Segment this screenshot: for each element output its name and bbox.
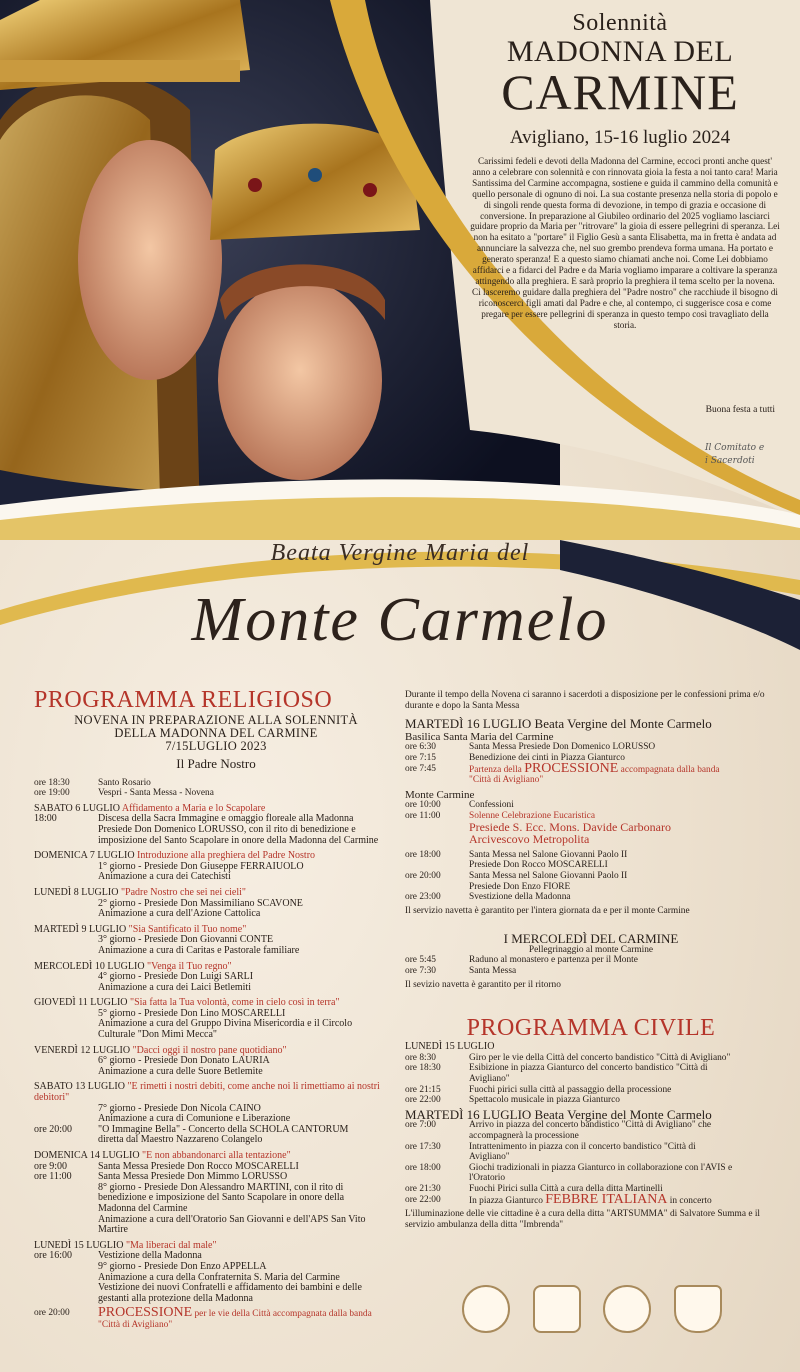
script-title-line1: Beata Vergine Maria del xyxy=(270,540,530,566)
partenza-pre: Partenza della xyxy=(469,764,525,775)
concerto-febbre xyxy=(405,1191,777,1207)
activity-line: Culturale "Don Mimì Mecca" xyxy=(98,1029,217,1041)
activity-line: Animazione a cura della Confraternita S. Maria del Carmine xyxy=(98,1271,340,1283)
activity-line: Presiede Don Domenico LORUSSO, con il rito di benedizione e xyxy=(98,823,356,835)
activity-line: Madonna del Carmine xyxy=(98,1202,188,1214)
lunedi-title: LUNEDÌ 15 LUGLIO xyxy=(405,1041,495,1053)
greeting: Buona festa a tutti xyxy=(705,405,775,415)
activity-line: Intrattenimento in piazza con il concerto bandistico "Città di xyxy=(469,1141,696,1152)
day-theme: "Venga il Tuo regno" xyxy=(147,960,232,972)
footer-note: L'illuminazione delle vie cittadine è a cura della ditta "ARTSUMMA" di Salvatore Summa e il servizio ambulanza della ditta "Imbrenda" xyxy=(405,1209,761,1230)
schedule-row xyxy=(405,1063,777,1084)
day-entries xyxy=(34,1162,398,1236)
activity: Santo Rosario xyxy=(98,777,151,788)
activity: Vespri - Santa Messa - Novena xyxy=(98,788,214,799)
activity-line: Animazione a cura dei Laici Betlemiti xyxy=(98,981,251,993)
activity-line: Avigliano" xyxy=(469,1074,510,1085)
novena-day xyxy=(34,1151,398,1236)
activity-line: Fuochi Pirici sulla Città a cura della ditta Martinelli xyxy=(469,1183,663,1194)
time xyxy=(34,1183,98,1236)
hero-section xyxy=(0,0,800,540)
activity-line: Animazione a cura dell'Oratorio San Giovanni e dell'APS San Vito xyxy=(98,1213,366,1225)
activity xyxy=(98,862,398,883)
schedule-row xyxy=(34,1183,398,1236)
activity xyxy=(98,1183,398,1236)
activity-line: imposizione del Santo Scapolare in onore della Madonna del Carmine xyxy=(98,834,379,846)
activity-line: Santa Messa Presiede Don Rocco MOSCARELLI xyxy=(98,1160,299,1172)
activity-line: Animazione a cura delle Suore Betlemite xyxy=(98,1065,263,1077)
time: ore 22:00 xyxy=(405,1095,441,1106)
activity xyxy=(98,972,398,993)
activity xyxy=(98,1056,398,1077)
schedule-row xyxy=(405,800,777,811)
activity-line: l'Oratorio xyxy=(469,1173,506,1184)
activity-line: Giro per le vie della Città del concerto bandistico "Città di Avigliano" xyxy=(469,1052,731,1063)
schedule-row xyxy=(34,899,398,920)
right-column xyxy=(405,690,777,1230)
activity-line: Svestizione della Madonna xyxy=(469,892,571,903)
activity-line: 5° giorno - Presiede Don Lino MOSCARELLI xyxy=(98,1007,286,1019)
time: ore 7:30 xyxy=(405,966,436,977)
time xyxy=(34,1009,98,1041)
martedi2-title: MARTEDÌ 16 LUGLIO Beata Vergine del Monte Carmelo xyxy=(405,1106,712,1122)
concerto-post: in concerto xyxy=(667,1195,712,1206)
day-entries xyxy=(34,862,398,883)
solenne-line1: Solenne Celebrazione Eucaristica xyxy=(469,810,595,821)
activity-line: 4° giorno - Presiede Don Luigi SARLI xyxy=(98,971,254,983)
time: ore 22:00 xyxy=(405,1194,441,1205)
activity-line: 3° giorno - Presiede Don Giovanni CONTE xyxy=(98,934,274,946)
time xyxy=(34,899,98,920)
solenne-line2: Presiede S. Ecc. Mons. Davide Carbonaro xyxy=(469,819,671,834)
time: ore 20:00 xyxy=(34,1308,70,1319)
activity: Santa Messa xyxy=(469,966,517,977)
day-heading xyxy=(34,1082,398,1103)
novena-day xyxy=(34,998,398,1040)
schedule-row xyxy=(405,850,777,871)
religioso-title: PROGRAMMA RELIGIOSO xyxy=(34,687,333,713)
partenza-band: "Città di Avigliano" xyxy=(469,775,544,786)
programma-religioso xyxy=(34,686,398,1331)
day-entries xyxy=(34,814,398,846)
signature-line: i Sacerdoti xyxy=(705,456,755,466)
day-heading xyxy=(34,1151,398,1162)
activity-line: Presiede Don Rocco MOSCARELLI xyxy=(469,860,608,871)
time: ore 18:30 xyxy=(34,777,70,788)
activity-line: Santa Messa nel Salone Giovanni Paolo II xyxy=(469,870,628,881)
day-heading xyxy=(34,888,398,899)
novena-day xyxy=(34,1241,398,1305)
activity xyxy=(98,1125,398,1146)
schedule-row xyxy=(34,1104,398,1125)
activity-line: Martire xyxy=(98,1224,128,1236)
day-theme: "Padre Nostro che sei nei cieli" xyxy=(120,886,247,898)
schedule-row xyxy=(34,788,398,799)
time: ore 20:00 xyxy=(405,870,441,881)
day-label: DOMENICA 7 LUGLIO xyxy=(34,850,135,862)
signature xyxy=(705,442,785,468)
day-entries xyxy=(34,935,398,956)
day-theme: "E non abbandonarci alla tentazione" xyxy=(142,1150,291,1161)
sponsor-logos xyxy=(462,1280,722,1338)
activity-line: Animazione a cura dei Catechisti xyxy=(98,871,231,883)
activity xyxy=(469,1163,777,1184)
procession-label: PROCESSIONE xyxy=(98,1305,193,1321)
lunedi-schedule xyxy=(405,1053,777,1106)
schedule-row xyxy=(405,871,777,892)
schedule-row xyxy=(405,742,777,753)
activity-line: Discesa della Sacra Immagine e omaggio floreale alla Madonna xyxy=(98,813,354,825)
comune-crest-logo xyxy=(674,1285,722,1333)
activity-line: Avigliano" xyxy=(469,1152,510,1163)
schedule-row xyxy=(405,1120,777,1141)
activity xyxy=(469,1053,777,1064)
schedule-row xyxy=(405,1142,777,1163)
activity-line: Giochi tradizionali in piazza Gianturco in collaborazione con l'AVIS e xyxy=(469,1162,733,1173)
activity-line: Animazione a cura del Gruppo Divina Misericordia e il Circolo xyxy=(98,1018,353,1030)
schedule-row xyxy=(34,1251,398,1304)
navetta-note: Il servizio navetta è garantito per l'intera giornata da e per il monte Carmine xyxy=(405,905,690,916)
time: ore 7:15 xyxy=(405,752,436,763)
opening-schedule xyxy=(34,778,398,799)
time: ore 5:45 xyxy=(405,955,436,966)
activity xyxy=(469,850,777,871)
day-entries xyxy=(34,1056,398,1077)
time: ore 11:00 xyxy=(405,810,441,821)
schedule-row xyxy=(34,1125,398,1146)
day-theme: Affidamento a Maria e lo Scapolare xyxy=(121,802,266,814)
title-madonna-del: MADONNA DEL xyxy=(506,35,734,68)
day-label: MERCOLEDÌ 10 LUGLIO xyxy=(34,960,145,972)
day-theme: "Dacci oggi il nostro pane quotidiano" xyxy=(132,1044,287,1056)
time: ore 10:00 xyxy=(405,800,441,811)
novena-day xyxy=(34,1082,398,1146)
day-label: SABATO 13 LUGLIO xyxy=(34,1081,125,1093)
day-theme: "Sia fatta la Tua volontà, come in cielo così in terra" xyxy=(130,997,340,1009)
time: ore 18:30 xyxy=(405,1063,441,1074)
day-label: VENERDÌ 12 LUGLIO xyxy=(34,1044,131,1056)
time: ore 18:00 xyxy=(405,849,441,860)
activity-line: Santa Messa nel Salone Giovanni Paolo II xyxy=(469,849,628,860)
time xyxy=(34,1056,98,1077)
schedule-row xyxy=(34,1009,398,1041)
schedule-row xyxy=(34,1056,398,1077)
mercoledi-schedule xyxy=(405,955,777,976)
confraternita-logo xyxy=(533,1285,581,1333)
martedi-title: MARTEDÌ 16 LUGLIO Beata Vergine del Monte Carmelo xyxy=(405,716,712,732)
navetta-note-2: Il sevizio navetta è garantito per il ritorno xyxy=(405,979,561,990)
schedule-row xyxy=(405,1163,777,1184)
activity xyxy=(469,1063,777,1084)
novena-day xyxy=(34,962,398,994)
activity xyxy=(469,1142,777,1163)
novena-subtitle: DELLA MADONNA DEL CARMINE xyxy=(114,726,318,740)
activity-line: Animazione a cura di Caritas e Pastorale familiare xyxy=(98,944,300,956)
activity-line: Arrivo in piazza del concerto bandistico "Città di Avigliano" che xyxy=(469,1120,712,1131)
partenza-post: accompagnata dalla banda xyxy=(618,764,720,775)
civile-title: PROGRAMMA CIVILE xyxy=(466,1015,716,1042)
time xyxy=(34,935,98,956)
activity-line: benedizione e imposizione del Santo Scapolare in onore della xyxy=(98,1192,345,1204)
time: ore 21:30 xyxy=(405,1183,441,1194)
concerto-pre: In piazza Gianturco xyxy=(469,1195,546,1206)
time: ore 6:30 xyxy=(405,742,436,753)
novena-day xyxy=(34,888,398,920)
activity-line: Spettacolo musicale in piazza Gianturco xyxy=(469,1095,620,1106)
time: ore 8:30 xyxy=(405,1052,436,1063)
activity-line: gestanti alla protezione della Madonna xyxy=(98,1292,253,1304)
novena-day xyxy=(34,925,398,957)
day-label: DOMENICA 14 LUGLIO xyxy=(34,1150,140,1161)
script-title-line2: Monte Carmelo xyxy=(191,586,609,654)
activity xyxy=(98,1009,398,1041)
activity xyxy=(469,1085,777,1096)
time: ore 20:00 xyxy=(34,1123,73,1135)
mercoledi-title: I MERCOLEDÌ DEL CARMINE xyxy=(503,931,679,947)
time xyxy=(34,862,98,883)
title-carmine: CARMINE xyxy=(501,64,739,120)
schedule-row xyxy=(405,955,777,966)
day-entries xyxy=(34,1009,398,1041)
activity: Santa Messa Presiede Don Domenico LORUSSO xyxy=(469,742,656,753)
activity-line: 2° giorno - Presiede Don Massimiliano SCAVONE xyxy=(98,897,303,909)
activity: Benedizione dei cinti in Piazza Gianturco xyxy=(469,752,625,763)
time: 18:00 xyxy=(34,813,57,825)
day-theme: Introduzione alla preghiera del Padre Nostro xyxy=(137,850,316,862)
novena-days xyxy=(34,804,398,1305)
activity-line: Vestizione della Madonna xyxy=(98,1250,202,1262)
madonna-logo xyxy=(462,1285,510,1333)
partenza-processione xyxy=(405,760,777,786)
signature-line: Il Comitato e xyxy=(705,443,765,453)
activity-line: Presiede Don Enzo FIORE xyxy=(469,881,571,892)
solenne-line3: Arcivescovo Metropolita xyxy=(469,832,590,847)
procession-label: PROCESSIONE xyxy=(524,760,619,776)
activity xyxy=(98,1251,398,1304)
time: ore 16:00 xyxy=(34,1250,73,1262)
time: ore 9:00 xyxy=(34,1160,68,1172)
activity xyxy=(98,935,398,956)
concerto-big: FEBBRE ITALIANA xyxy=(545,1191,668,1207)
time: ore 7:45 xyxy=(405,763,436,774)
activity xyxy=(469,871,777,892)
day-label: MARTEDÌ 9 LUGLIO xyxy=(34,923,127,935)
time xyxy=(34,972,98,993)
activity-line: Confessioni xyxy=(469,800,514,811)
activity-line: Fuochi pirici sulla città al passaggio della processione xyxy=(469,1084,672,1095)
activity-line: "O Immagine Bella" - Concerto della SCHOLA CANTORUM xyxy=(98,1123,349,1135)
monte-schedule xyxy=(405,800,777,811)
day-entries xyxy=(34,1251,398,1304)
activity xyxy=(469,800,777,811)
schedule-row xyxy=(34,935,398,956)
date-place: Avigliano, 15-16 luglio 2024 xyxy=(509,127,731,148)
schedule-row xyxy=(34,778,398,789)
activity xyxy=(469,1095,777,1106)
activity xyxy=(98,899,398,920)
day-theme: "E rimetti i nostri debiti, come anche noi li rimettiamo ai nostri debitori" xyxy=(34,1081,380,1104)
day-entries xyxy=(34,972,398,993)
procession-band: "Città di Avigliano" xyxy=(98,1319,173,1330)
activity-line: Esibizione in piazza Gianturco del concerto bandistico "Città di xyxy=(469,1063,708,1074)
day-label: LUNEDÌ 15 LUGLIO xyxy=(34,1239,124,1251)
schedule-row xyxy=(405,1053,777,1064)
final-procession xyxy=(34,1305,398,1330)
activity-line: Vestizione dei nuovi Confratelli e affidamento dei bambini e delle xyxy=(98,1282,362,1294)
activity-line: Santa Messa Presiede Don Mimmo LORUSSO xyxy=(98,1171,288,1183)
activity-line: Animazione a cura di Comunione e Liberazione xyxy=(98,1113,291,1125)
activity xyxy=(469,1120,777,1141)
activity-line: Animazione a cura dell'Azione Cattolica xyxy=(98,908,261,920)
pastoral-letter: Carissimi fedeli e devoti della Madonna del Carmine, eccoci pronti anche quest' anno a celebrare con solennità e con rinnovata gioia la festa a noi tanto cara! Maria Santissima del Carmine accompagna, sostiene e guida il cammino della comunità e quello personale di ognuno di noi. La sua costante presenza nella storia di popolo e di singoli rende questa forma di devozione, in tempo di grazia e occasione di conversione. In preparazione al Giubileo ordinario del 2025 vogliamo lasciarci guidare proprio da Maria per "ritrovare" la gioia di essere pellegrini di speranza. Lei non ha esitato a "portare" il Figlio Gesù a santa Elisabetta, ma in fretta è andata ad annunciare la salvezza che, nel suo grembo prendeva forma umana. Ha portato e generato speranza! E a questo siamo chiamati anche noi. Come Lei dobbiamo affidarci e a fidarci del Padre e da Maria vogliamo imparare a coltivare la speranza attingendo alla preghiera. E sarà proprio la preghiera il tema scelto per la novena. Ci lasceremo guidare dalla preghiera del "Padre nostro" che racchiude il bisogno di riconoscerci figli amati dal Padre e che, al contempo, ci suggerisce cosa e come pregare per essere pellegrini di speranza in questo tempo così travagliato della storia. xyxy=(470,156,780,330)
basilica-title: Basilica Santa Maria del Carmine xyxy=(405,730,554,743)
novena-note: Durante il tempo della Novena ci saranno i sacerdoti a disposizione per le confessioni prima e/o durante e dopo la Santa Messa xyxy=(405,690,765,711)
activity-line: diretta dal Maestro Nazzareno Colangelo xyxy=(98,1134,263,1146)
day-theme: "Sia Santificato il Tuo nome" xyxy=(128,923,247,935)
activity xyxy=(98,1104,398,1125)
activity-line: accompagnerà la processione xyxy=(469,1131,579,1141)
mercoledi-subtitle: Pellegrinaggio al monte Carmine xyxy=(528,944,654,955)
novena-day xyxy=(34,851,398,883)
schedule-row xyxy=(34,972,398,993)
activity-line: 9° giorno - Presiede Don Enzo APPELLA xyxy=(98,1260,267,1272)
day-entries xyxy=(34,1104,398,1146)
time: ore 19:00 xyxy=(34,788,70,799)
activity xyxy=(469,892,777,903)
day-label: LUNEDÌ 8 LUGLIO xyxy=(34,886,119,898)
day-label: SABATO 6 LUGLIO xyxy=(34,802,120,814)
time: ore 7:00 xyxy=(405,1120,436,1131)
monte-schedule-2 xyxy=(405,850,777,903)
day-theme: "Ma liberaci dal male" xyxy=(125,1239,217,1251)
solenne-celebrazione xyxy=(405,811,777,847)
time xyxy=(34,1104,98,1125)
activity: Raduno al monastero e partenza per il Monte xyxy=(469,955,638,966)
day-entries xyxy=(34,899,398,920)
time: ore 23:00 xyxy=(405,892,441,903)
day-label: GIOVEDÌ 11 LUGLIO xyxy=(34,997,128,1009)
giubileo-logo xyxy=(603,1285,651,1333)
activity-line: 7° giorno - Presiede Don Nicola CAINO xyxy=(98,1102,261,1114)
title-block xyxy=(470,6,770,149)
procession-text: per le vie della Città accompagnata dalla banda xyxy=(192,1309,372,1320)
novena-theme: Il Padre Nostro xyxy=(176,756,256,771)
time: ore 11:00 xyxy=(34,1171,72,1183)
novena-subtitle: 7/15LUGLIO 2023 xyxy=(165,739,267,753)
schedule-row xyxy=(405,966,777,977)
activity-line: 8° giorno - Presiede Don Alessandro MARTINI, con il rito di xyxy=(98,1181,344,1193)
time: ore 17:30 xyxy=(405,1141,441,1152)
schedule-row xyxy=(405,1095,777,1106)
time: ore 18:00 xyxy=(405,1162,441,1173)
schedule-row xyxy=(405,1085,777,1096)
title-solennita: Solennità xyxy=(572,10,668,36)
novena-subtitle: NOVENA IN PREPARAZIONE ALLA SOLENNITÀ xyxy=(74,713,358,727)
schedule-row xyxy=(405,892,777,903)
martedi2-schedule xyxy=(405,1120,777,1194)
activity-line: 6° giorno - Presiede Don Donato LAURIA xyxy=(98,1055,270,1067)
activity-line: 1° giorno - Presiede Don Giuseppe FERRAIUOLO xyxy=(98,860,304,872)
activity xyxy=(98,814,398,846)
novena-day xyxy=(34,804,398,846)
schedule-row xyxy=(34,862,398,883)
novena-day xyxy=(34,1046,398,1078)
monte-title: Monte Carmine xyxy=(405,788,475,801)
time: ore 21:15 xyxy=(405,1084,441,1095)
schedule-row xyxy=(34,814,398,846)
day-heading xyxy=(34,1241,398,1252)
